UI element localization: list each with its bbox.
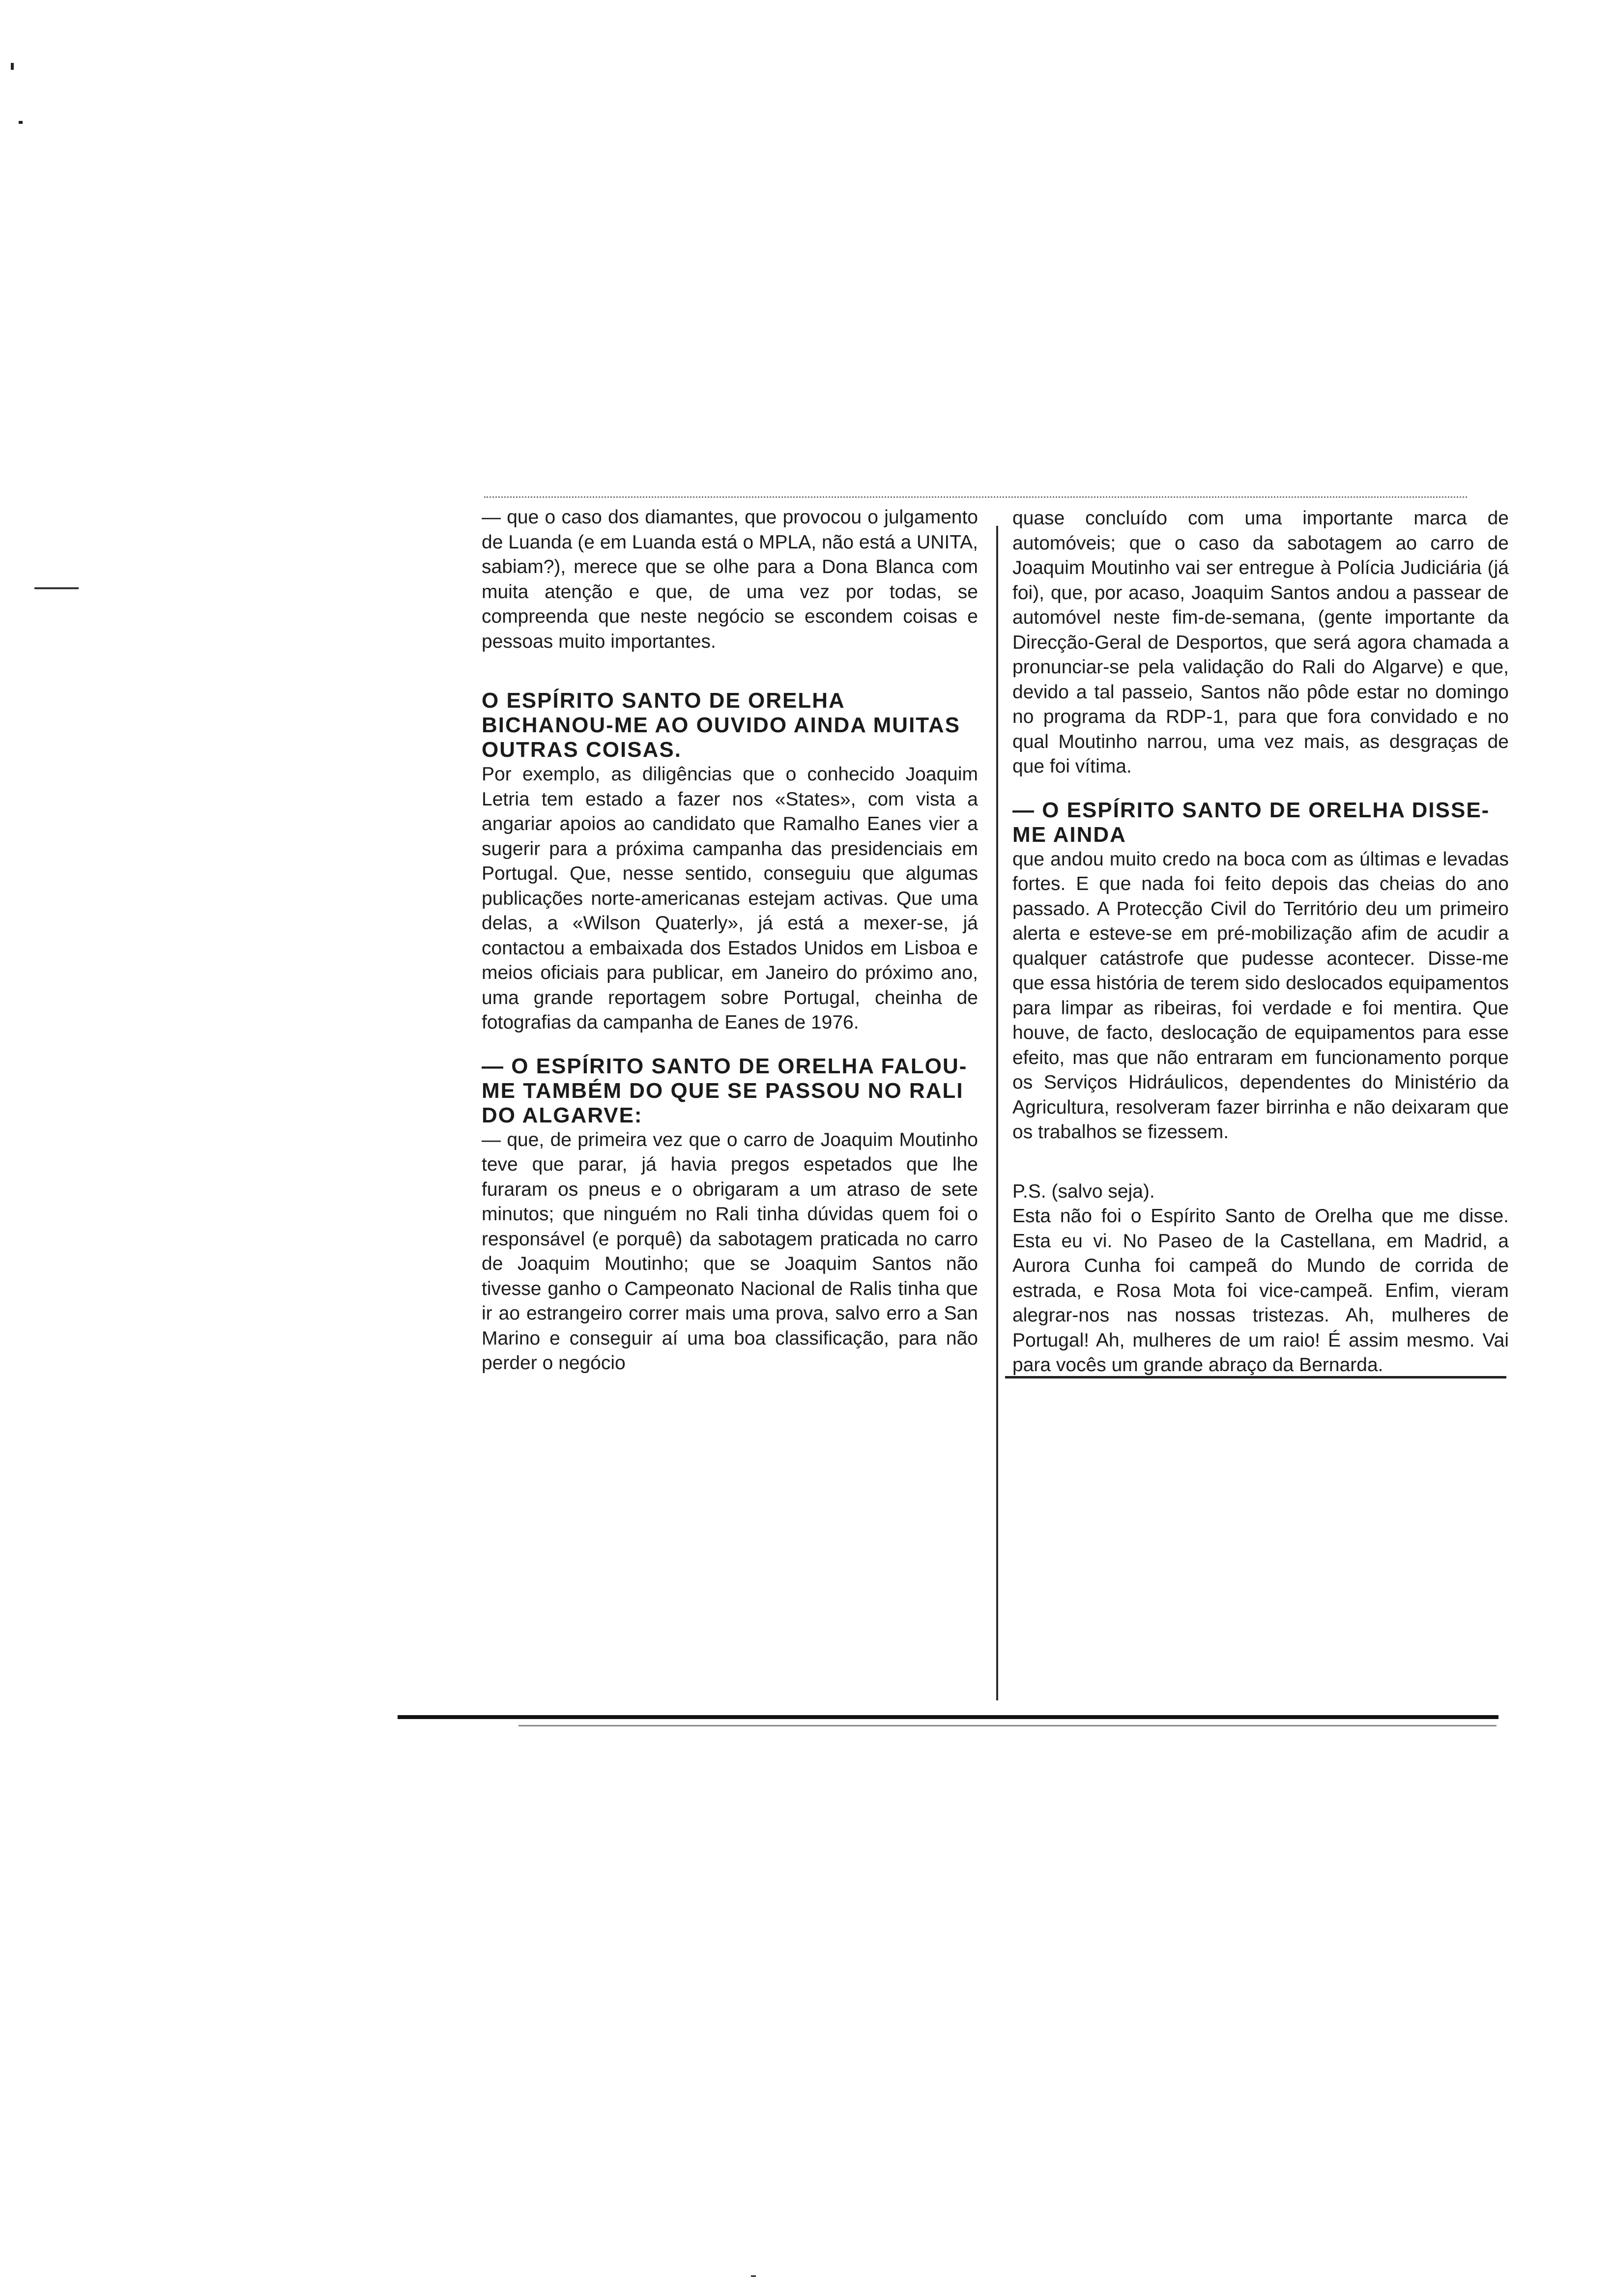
right-column bbox=[1012, 506, 1509, 1378]
section-heading: — O ESPÍRITO SANTO DE ORELHA DISSE-ME AINDA bbox=[1012, 798, 1490, 847]
paragraph: — que, de primeira vez que o carro de Joaquim Moutinho teve que parar, já havia pregos espetados que lhe furaram os pneus e o obrigaram a um atraso de sete minutos; que ninguém no Rali tinha dúvidas quem foi o responsável (e porquê) da sabotagem praticada no carro de Joaquim Moutinho; que se Joaquim Santos não tivesse ganho o Campeonato Nacional de Ralis tinha que ir ao estrangeiro correr mais uma prova, salvo erro a San Marino e conseguir aí uma boa classificação, para não perder o negócio bbox=[482, 1129, 978, 1374]
paragraph: Esta não foi o Espírito Santo de Orelha que me disse. Esta eu vi. No Paseo de la Castellana, em Madrid, a Aurora Cunha foi campeã do Mundo de corrida de estrada, e Rosa Mota foi vice-campeã. Enfim, vieram alegrar-nos nas nossas tristezas. Ah, mulheres de Portugal! Ah, mulheres de um raio! É assim mesmo. Vai para vocês um grande abraço da Bernarda. bbox=[1012, 1205, 1509, 1376]
paragraph: Por exemplo, as diligências que o conhecido Joaquim Letria tem estado a fazer nos «States», com vista a angariar apoios ao candidato que Ramalho Eanes vier a sugerir para a próxima campanha das presidenciais em Portugal. Que, nesse sentido, conseguiu que algumas publicações norte-americanas estejam activas. Que uma delas, a «Wilson Quaterly», já está a mexer-se, já contactou a embaixada dos Estados Unidos em Lisboa e meios oficiais para publicar, em Janeiro do próximo ano, uma grande reportagem sobre Portugal, cheinha de fotografias da campanha de Eanes de 1976. bbox=[482, 764, 978, 1033]
left-column bbox=[482, 505, 978, 1376]
paragraph: quase concluído com uma importante marca de automóveis; que o caso da sabotagem ao carro de Joaquim Moutinho vai ser entregue à Polícia Judiciária (já foi), que, por acaso, Joaquim Santos andou a passear de automóvel neste fim-de-semana, (gente importante da Direcção-Geral de Desportos, que será agora chamada a pronunciar-se pela validação do Rali do Algarve) e que, devido a tal passeio, Santos não pôde estar no domingo no programa da RDP-1, para que fora convidado e no qual Moutinho narrou, uma vez mais, as desgraças de que foi vítima. bbox=[1012, 508, 1509, 777]
scan-mark bbox=[34, 587, 79, 589]
section-heading: — O ESPÍRITO SANTO DE ORELHA FALOU-ME TAMBÉM DO QUE SE PASSOU NO RALI DO ALGARVE: bbox=[482, 1054, 968, 1127]
ps-rule bbox=[1005, 1376, 1506, 1378]
scan-speck bbox=[751, 2275, 756, 2277]
scan-speck bbox=[19, 121, 23, 124]
bottom-rule bbox=[398, 1715, 1498, 1719]
newspaper-clipping bbox=[401, 496, 1509, 1727]
section-heading: O ESPÍRITO SANTO DE ORELHA BICHANOU-ME AO OUVIDO AINDA MUITAS OUTRAS COISAS. bbox=[482, 689, 961, 762]
column-divider bbox=[996, 526, 998, 1700]
paragraph: que andou muito credo na boca com as últimas e levadas fortes. E que nada foi feito depois das cheias do ano passado. A Protecção Civil do Território deu um primeiro alerta e esteve-se em pré-mobilização afim de acudir a qualquer catástrofe que pudesse acontecer. Disse-me que essa história de terem sido deslocados equipamentos para limpar as ribeiras, foi verdade e foi mentira. Que houve, de facto, deslocação de equipamentos para esse efeito, mas que não entraram em funcionamento porque os Serviços Hidráulicos, dependentes do Ministério da Agricultura, resolveram fazer birrinha e não deixaram que os trabalhos se fizessem. bbox=[1012, 848, 1509, 1143]
bottom-rule-shadow bbox=[518, 1725, 1497, 1726]
scan-speck bbox=[11, 63, 14, 70]
paragraph: — que o caso dos diamantes, que provocou o julgamento de Luanda (e em Luanda está o MPLA, não está a UNITA, sabiam?), merece que se olhe para a Dona Blanca com muita atenção e que, de uma vez por todas, se compreenda que neste negócio se escondem coisas e pessoas muito importantes. bbox=[482, 507, 978, 652]
ps-label: P.S. (salvo seja). bbox=[1012, 1180, 1155, 1202]
scan-noise bbox=[484, 496, 1467, 501]
